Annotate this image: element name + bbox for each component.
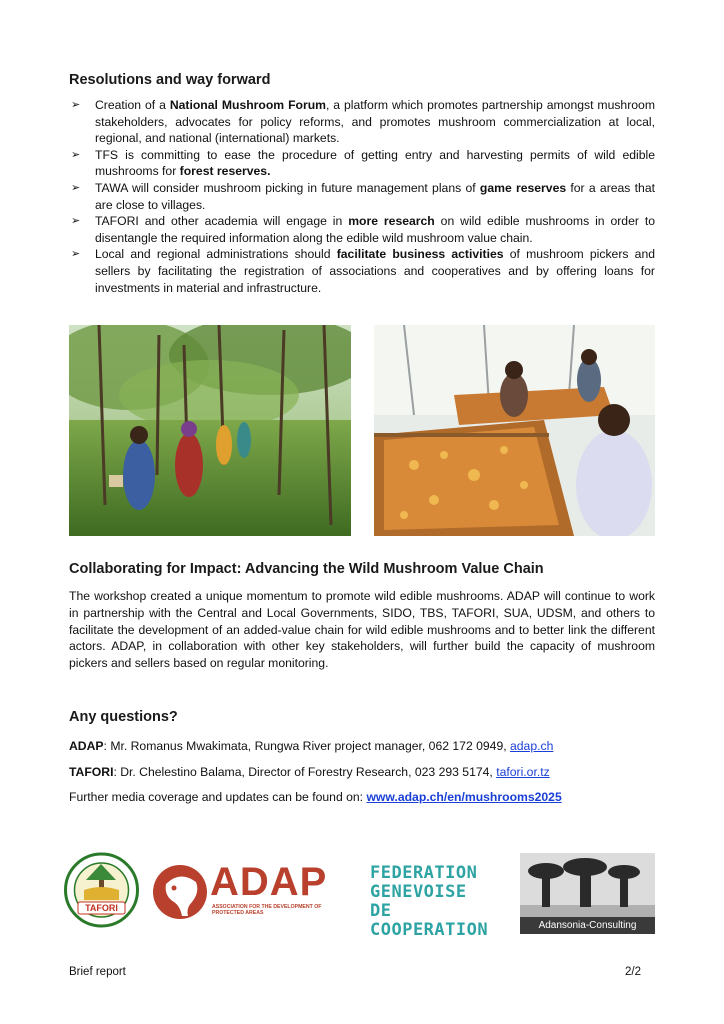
section-heading-collaborating: Collaborating for Impact: Advancing the Wild Mushroom Value Chain bbox=[69, 561, 544, 577]
collaboration-paragraph: The workshop created a unique momentum to promote wild edible mushrooms. ADAP will continue to work in partnership with the Central and Local Governments, SIDO, TBS, TAFORI, SUA, UDSM, and others to facilitate the development of an added-value chain for wild edible mushrooms and to better link the different actors. ADAP, in collaboration with other key stakeholders, will further build the capacity of mushroom pickers and sellers based on regular monitoring. bbox=[69, 589, 655, 671]
contact-tafori: TAFORI: Dr. Chelestino Balama, Director of Forestry Research, 023 293 5174, tafori.or.tz bbox=[69, 765, 550, 779]
list-item: ➢ TAFORI and other academia will engage in more research on wild edible mushrooms in order to disentangle the required information along the edible wild mushroom value chain. bbox=[71, 214, 656, 245]
arrow-bullet-icon: ➢ bbox=[71, 215, 81, 228]
arrow-bullet-icon: ➢ bbox=[71, 181, 81, 194]
media-coverage: Further media coverage and updates can be found on: www.adap.ch/en/mushrooms2025 bbox=[69, 790, 562, 804]
contact-adap: ADAP: Mr. Romanus Mwakimata, Rungwa River project manager, 062 172 0949, adap.ch bbox=[69, 739, 554, 753]
tafori-logo bbox=[64, 850, 139, 932]
tafori-link[interactable]: tafori.or.tz bbox=[496, 765, 550, 779]
adap-logo bbox=[152, 862, 354, 922]
photo-drying-racks bbox=[374, 325, 655, 536]
arrow-bullet-icon: ➢ bbox=[71, 99, 81, 111]
adap-logo-subtitle: ASSOCIATION FOR THE DEVELOPMENT OF PROTECTED AREAS bbox=[212, 904, 322, 916]
page-number: 2/2 bbox=[625, 966, 641, 978]
resolutions-list bbox=[69, 97, 655, 296]
list-item: ➢ TAWA will consider mushroom picking in future management plans of game reserves for a areas that are close to villages. bbox=[71, 180, 655, 212]
photo-forest-pickers bbox=[69, 325, 351, 536]
section-heading-resolutions: Resolutions and way forward bbox=[69, 72, 271, 88]
adap-logo-text: ADAP bbox=[210, 860, 328, 904]
footer-left: Brief report bbox=[69, 966, 126, 978]
adansonia-logo-text: Adansonia-Consulting bbox=[520, 917, 655, 934]
adansonia-logo bbox=[520, 853, 655, 934]
list-item: ➢ TFS is committing to ease the procedure of getting entry and harvesting permits of wild edible mushrooms for forest reserves. bbox=[71, 147, 655, 179]
arrow-bullet-icon: ➢ bbox=[71, 248, 81, 261]
tafori-logo-text: TAFORI bbox=[85, 903, 118, 913]
arrow-bullet-icon: ➢ bbox=[71, 148, 81, 161]
list-item: ➢ Local and regional administrations should facilitate business activities of mushroom pickers and sellers by facilitating the registration of associations and cooperatives and by offering loans for investments in material and infrastructure. bbox=[71, 247, 656, 295]
section-heading-questions: Any questions? bbox=[69, 709, 178, 725]
ffc-logo: FEDERATION GENEVOISE DE COOPERATION bbox=[370, 863, 489, 940]
adap-link[interactable]: adap.ch bbox=[510, 739, 554, 753]
list-item: ➢ Creation of a National Mushroom Forum, a platform which promotes partnership amongst mushroom stakeholders, advocates for policy reforms, and promotes mushroom commercialization at local, regional, and national (international) markets. bbox=[71, 98, 655, 146]
media-link[interactable]: www.adap.ch/en/mushrooms2025 bbox=[366, 790, 562, 804]
